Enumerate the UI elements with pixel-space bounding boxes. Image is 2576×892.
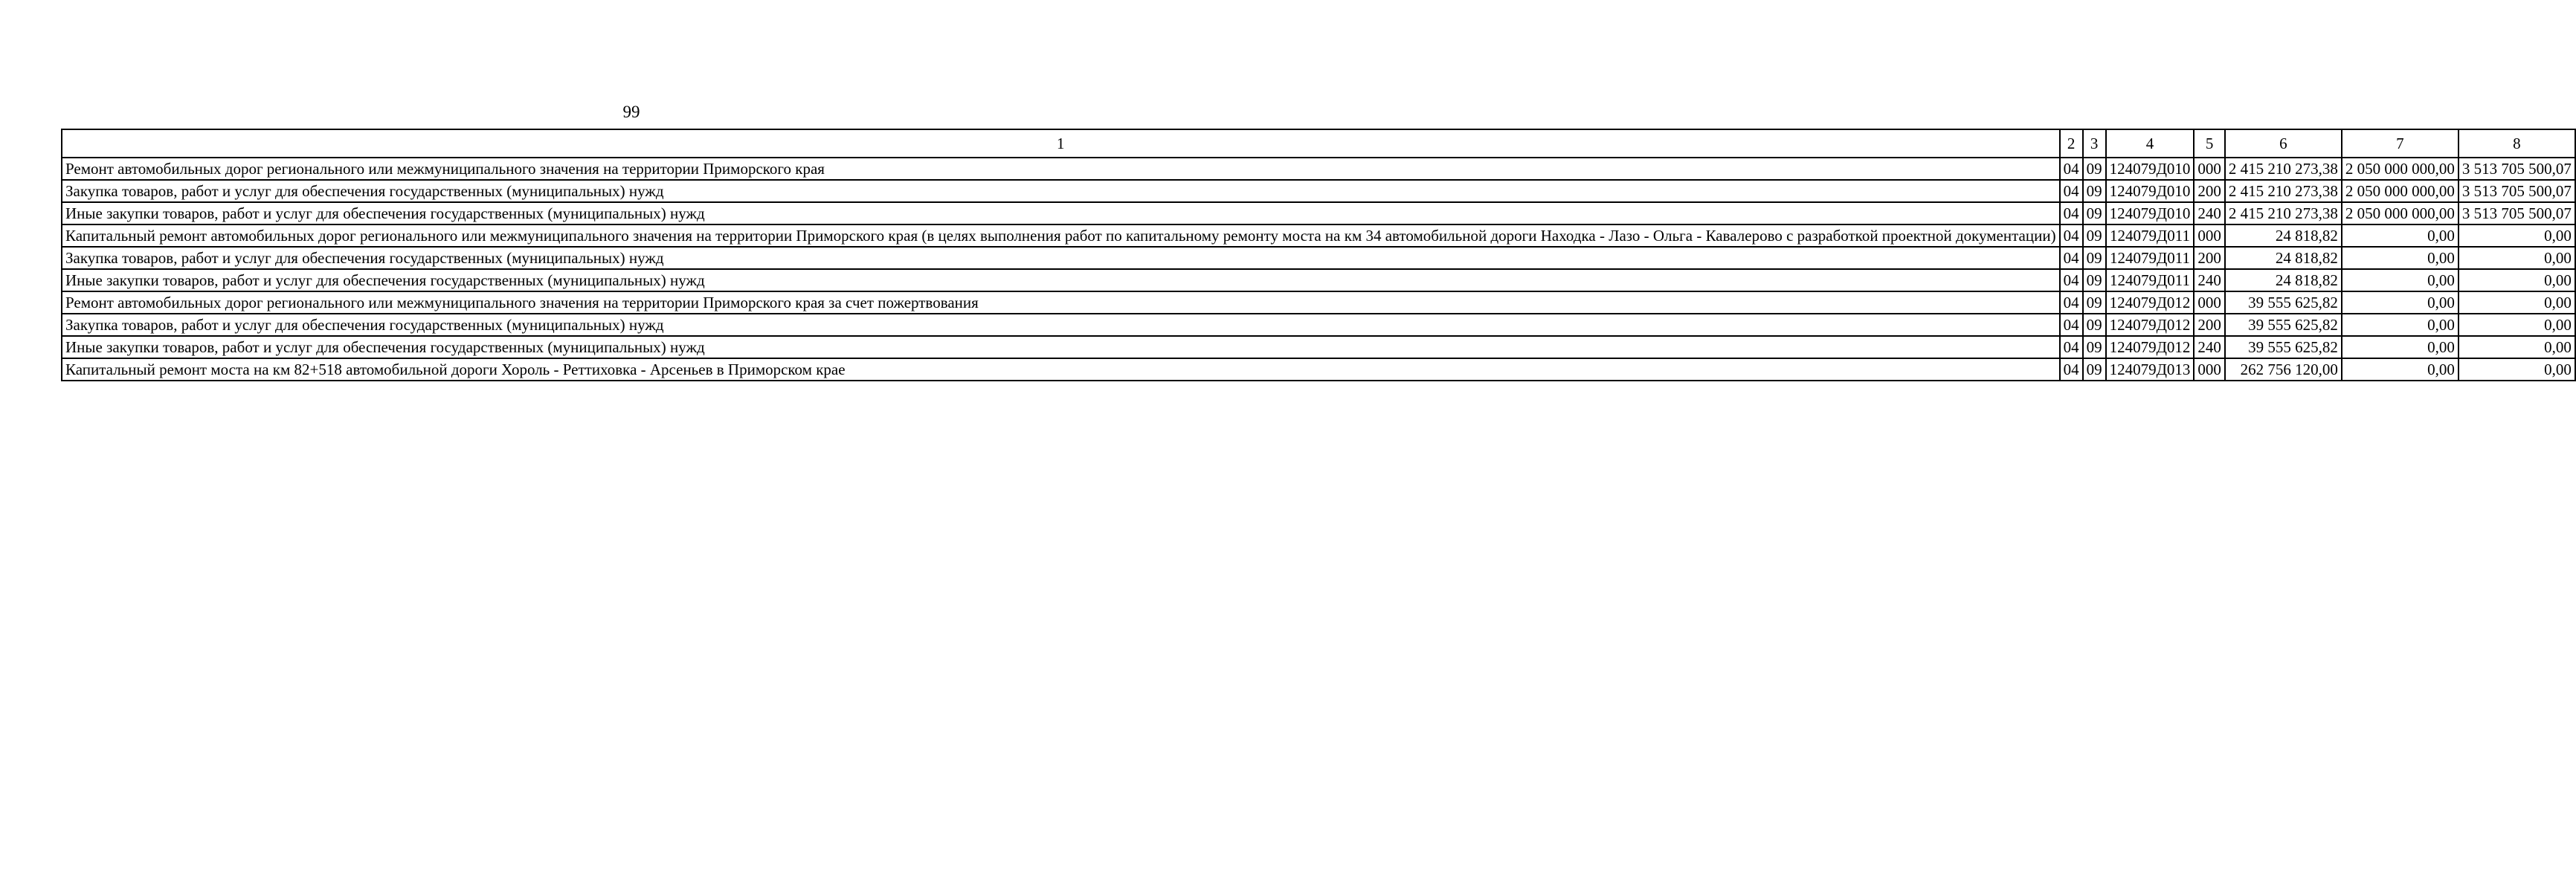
subsection-code: 09 [2083,336,2106,358]
amount-year-1: 39 555 625,82 [2225,314,2342,336]
amount-year-2: 0,00 [2342,224,2459,247]
table-row [62,224,2575,247]
section-code: 04 [2060,269,2083,291]
amount-year-1: 2 415 210 273,38 [2225,202,2342,224]
expense-type-code: 200 [2194,314,2225,336]
target-article-code: 124079Д010 [2106,180,2195,202]
section-code: 04 [2060,358,2083,381]
row-description: Иные закупки товаров, работ и услуг для обеспечения государственных (муниципальных) нужд [62,202,2060,224]
table-row [62,180,2575,202]
amount-year-2: 2 050 000 000,00 [2342,158,2459,180]
amount-year-1: 24 818,82 [2225,247,2342,269]
row-description: Ремонт автомобильных дорог регионального или межмуниципального значения на территории Приморского края [62,158,2060,180]
section-code: 04 [2060,180,2083,202]
amount-year-1: 262 756 120,00 [2225,358,2342,381]
section-code: 04 [2060,158,2083,180]
amount-year-3: 0,00 [2459,224,2575,247]
expense-type-code: 200 [2194,247,2225,269]
page-number: 99 [622,103,640,121]
target-article-code: 124079Д012 [2106,314,2195,336]
subsection-code: 09 [2083,202,2106,224]
row-description: Капитальный ремонт моста на км 82+518 автомобильной дороги Хороль - Реттиховка - Арсеньев в Приморском крае [62,358,2060,381]
section-code: 04 [2060,291,2083,314]
table-row [62,158,2575,180]
expense-type-code: 240 [2194,202,2225,224]
section-code: 04 [2060,224,2083,247]
header-cell: 4 [2106,129,2195,158]
amount-year-2: 2 050 000 000,00 [2342,180,2459,202]
target-article-code: 124079Д013 [2106,358,2195,381]
amount-year-3: 0,00 [2459,314,2575,336]
amount-year-3: 0,00 [2459,247,2575,269]
amount-year-2: 0,00 [2342,336,2459,358]
amount-year-2: 0,00 [2342,358,2459,381]
header-cell: 5 [2194,129,2225,158]
amount-year-2: 0,00 [2342,291,2459,314]
header-cell: 7 [2342,129,2459,158]
row-description: Капитальный ремонт автомобильных дорог регионального или межмуниципального значения на территории Приморского края (в целях выполнения работ по капитальному ремонту моста на км 34 автомобильной дороги Находка - Лазо - Ольга - Кавалерово с разработкой проектной документации) [62,224,2060,247]
target-article-code: 124079Д012 [2106,291,2195,314]
row-description: Закупка товаров, работ и услуг для обеспечения государственных (муниципальных) нужд [62,314,2060,336]
amount-year-2: 0,00 [2342,269,2459,291]
table-row [62,314,2575,336]
section-code: 04 [2060,314,2083,336]
expense-type-code: 200 [2194,180,2225,202]
target-article-code: 124079Д010 [2106,158,2195,180]
amount-year-1: 2 415 210 273,38 [2225,180,2342,202]
amount-year-3: 0,00 [2459,358,2575,381]
target-article-code: 124079Д011 [2106,224,2195,247]
amount-year-3: 3 513 705 500,07 [2459,180,2575,202]
section-code: 04 [2060,247,2083,269]
subsection-code: 09 [2083,247,2106,269]
row-description: Иные закупки товаров, работ и услуг для обеспечения государственных (муниципальных) нужд [62,336,2060,358]
table-row [62,202,2575,224]
section-code: 04 [2060,336,2083,358]
expense-type-code: 000 [2194,358,2225,381]
expense-type-code: 240 [2194,269,2225,291]
target-article-code: 124079Д010 [2106,202,2195,224]
amount-year-1: 24 818,82 [2225,269,2342,291]
table-row [62,336,2575,358]
target-article-code: 124079Д011 [2106,247,2195,269]
subsection-code: 09 [2083,180,2106,202]
amount-year-3: 3 513 705 500,07 [2459,202,2575,224]
row-description: Иные закупки товаров, работ и услуг для обеспечения государственных (муниципальных) нужд [62,269,2060,291]
subsection-code: 09 [2083,269,2106,291]
budget-table [61,129,2576,381]
target-article-code: 124079Д011 [2106,269,2195,291]
subsection-code: 09 [2083,224,2106,247]
header-cell: 1 [62,129,2060,158]
table-row [62,358,2575,381]
expense-type-code: 000 [2194,291,2225,314]
expense-type-code: 000 [2194,158,2225,180]
header-cell: 8 [2459,129,2575,158]
target-article-code: 124079Д012 [2106,336,2195,358]
row-description: Закупка товаров, работ и услуг для обеспечения государственных (муниципальных) нужд [62,180,2060,202]
amount-year-2: 2 050 000 000,00 [2342,202,2459,224]
amount-year-1: 24 818,82 [2225,224,2342,247]
header-row [62,129,2575,158]
table-row [62,291,2575,314]
amount-year-3: 0,00 [2459,336,2575,358]
subsection-code: 09 [2083,291,2106,314]
header-cell: 6 [2225,129,2342,158]
amount-year-3: 0,00 [2459,291,2575,314]
amount-year-1: 2 415 210 273,38 [2225,158,2342,180]
row-description: Ремонт автомобильных дорог регионального или межмуниципального значения на территории Приморского края за счет пожертвования [62,291,2060,314]
table-row [62,269,2575,291]
amount-year-1: 39 555 625,82 [2225,291,2342,314]
subsection-code: 09 [2083,158,2106,180]
amount-year-1: 39 555 625,82 [2225,336,2342,358]
header-cell: 2 [2060,129,2083,158]
section-code: 04 [2060,202,2083,224]
subsection-code: 09 [2083,358,2106,381]
row-description: Закупка товаров, работ и услуг для обеспечения государственных (муниципальных) нужд [62,247,2060,269]
amount-year-2: 0,00 [2342,314,2459,336]
expense-type-code: 240 [2194,336,2225,358]
amount-year-3: 0,00 [2459,269,2575,291]
amount-year-2: 0,00 [2342,247,2459,269]
expense-type-code: 000 [2194,224,2225,247]
amount-year-3: 3 513 705 500,07 [2459,158,2575,180]
header-cell: 3 [2083,129,2106,158]
table-row [62,247,2575,269]
subsection-code: 09 [2083,314,2106,336]
